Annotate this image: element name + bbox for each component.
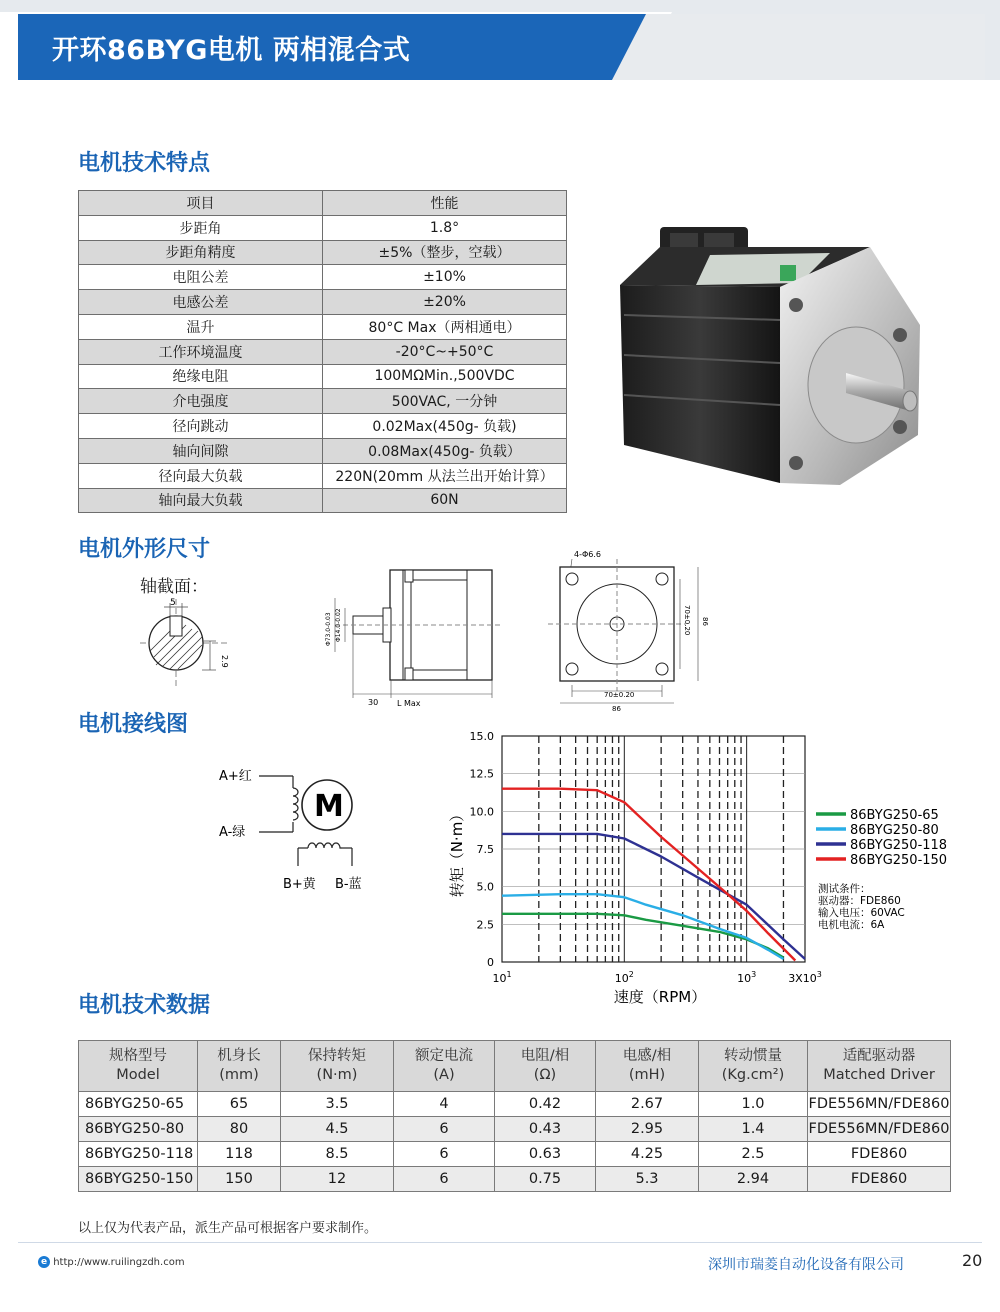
wire-b-plus-label: B+黄 [283,877,316,892]
spec-item: 电感公差 [79,290,323,315]
spec-item: 温升 [79,314,323,339]
section-title-features: 电机技术特点 [78,151,211,176]
spec-header-value: 性能 [323,191,567,216]
col-inertia: 转动惯量 (Kg.cm²) [699,1041,808,1092]
wire-b-minus-label: B-蓝 [335,877,362,892]
spec-table [78,190,567,513]
spec-value: 0.08Max(450g- 负载） [323,438,567,463]
y-tick-label: 12.5 [469,767,494,781]
section-title-wiring: 电机接线图 [78,712,189,737]
spec-item: 工作环境温度 [79,339,323,364]
table-row: 86BYG250-150 150 12 6 0.75 5.3 2.94 FDE860 [79,1167,951,1192]
page-title: 开环86BYG电机 两相混合式 [52,35,411,66]
col-torque: 保持转矩 (N·m) [281,1041,394,1092]
size-v-label: 86 [701,617,709,626]
chart-ylabel: 转矩（N·m） [448,806,466,898]
spec-value: ±20% [323,290,567,315]
y-tick-label: 15.0 [469,730,494,743]
footer-company: 深圳市瑞菱自动化设备有限公司 [708,1257,904,1273]
y-tick-label: 0 [487,956,494,969]
spec-row [79,215,567,240]
x-tick-label: $10^2$ [614,970,634,985]
spec-value: ±5%（整步，空载） [323,240,567,265]
legend-label: 86BYG250-80 [850,823,939,838]
spec-row [79,339,567,364]
body-length-label: L Max [397,699,421,708]
shaft-cross-section-drawing [130,595,240,690]
spec-item: 轴向间隙 [79,438,323,463]
motor-product-image [600,205,940,495]
legend-label: 86BYG250-118 [850,838,948,853]
spec-value: 80°C Max（两相通电） [323,314,567,339]
footer-divider [18,1242,982,1243]
pitch-h-label: 70±0.20 [604,691,635,699]
section-title-dimensions: 电机外形尺寸 [78,537,211,562]
shaft-length-label: 30 [368,698,379,707]
flange-dia-label: Φ73.0-0.03 [325,612,332,646]
spec-row [79,488,567,513]
wire-a-minus-label: A-绿 [219,825,246,840]
ie-globe-icon: e [38,1256,50,1268]
size-h-label: 86 [612,705,621,713]
spec-row [79,389,567,414]
key-width-label: 5 [170,598,176,608]
spec-item: 电阻公差 [79,265,323,290]
y-tick-label: 10.0 [469,805,494,819]
legend-label: 86BYG250-65 [850,808,939,823]
section-title-data: 电机技术数据 [78,993,211,1018]
col-current: 额定电流 (A) [394,1041,495,1092]
spec-row [79,438,567,463]
spec-item: 步距角精度 [79,240,323,265]
footnote: 以上仅为代表产品，派生产品可根据客户要求制作。 [78,1221,378,1236]
motor-symbol-label: M [314,789,344,824]
page-number: 20 [962,1251,983,1270]
col-driver: 适配驱动器 Matched Driver [808,1041,951,1092]
data-header-row [79,1041,951,1092]
spec-row [79,314,567,339]
chart-xlabel: 速度（RPM） [613,988,707,1006]
torque-speed-chart [430,722,970,1012]
spec-header-item: 项目 [79,191,323,216]
test-condition-text: 驱动器：FDE860 [818,895,901,907]
spec-value: 220N(20mm 从法兰出开始计算） [323,463,567,488]
spec-value: -20°C~+50°C [323,339,567,364]
spec-row [79,290,567,315]
col-model: 规格型号 Model [79,1041,198,1092]
shaft-section-label: 轴截面： [140,577,208,597]
x-tick-label: $10^3$ [737,970,757,985]
y-tick-label: 7.5 [476,843,494,856]
spec-row [79,463,567,488]
x-tick-label: $10^1$ [492,970,512,985]
spec-value: 60N [323,488,567,513]
test-condition-text: 输入电压：60VAC [818,907,905,919]
motor-data-table [78,1040,951,1192]
spec-value: 100MΩMin.,500VDC [323,364,567,389]
motor-side-view-drawing [305,560,505,710]
spec-value: 500VAC, 一分钟 [323,389,567,414]
coil-b-icon [308,843,342,848]
spec-item: 步距角 [79,215,323,240]
col-inductance: 电感/相 (mH) [596,1041,699,1092]
spec-item: 径向跳动 [79,414,323,439]
spec-row [79,414,567,439]
spec-item: 轴向最大负载 [79,488,323,513]
footer-url-text[interactable]: http://www.ruilingzdh.com [53,1257,185,1268]
x-tick-label: $3X10^3$ [788,970,822,985]
col-resistance: 电阻/相 (Ω) [495,1041,596,1092]
spec-row [79,265,567,290]
table-row: 86BYG250-65 65 3.5 4 0.42 2.67 1.0 FDE556MN/FDE860 [79,1092,951,1117]
test-condition-text: 测试条件： [818,883,871,895]
table-row: 86BYG250-118 118 8.5 6 0.63 4.25 2.5 FDE860 [79,1142,951,1167]
holes-label: 4-Φ6.6 [574,550,601,559]
spec-item: 绝缘电阻 [79,364,323,389]
footer-url[interactable] [38,1256,185,1268]
motor-front-view-drawing [540,545,720,715]
legend-label: 86BYG250-150 [850,853,948,868]
pitch-v-label: 70±0.20 [683,605,691,636]
coil-a-icon [293,788,298,820]
spec-header-row [79,191,567,216]
shaft-dia-label: Φ14.0-0.02 [335,608,342,642]
spec-item: 径向最大负载 [79,463,323,488]
y-tick-label: 5.0 [476,880,494,894]
spec-item: 介电强度 [79,389,323,414]
spec-value: 1.8° [323,215,567,240]
col-length: 机身长 (mm) [198,1041,281,1092]
y-tick-label: 2.5 [476,918,494,932]
wire-a-plus-label: A+红 [219,769,252,784]
table-row: 86BYG250-80 80 4.5 6 0.43 2.95 1.4 FDE556MN/FDE860 [79,1117,951,1142]
key-depth-label: 2.9 [220,655,229,668]
test-condition-text: 电机电流：6A [818,919,885,931]
spec-row [79,364,567,389]
spec-value: ±10% [323,265,567,290]
wiring-diagram [215,760,385,900]
spec-value: 0.02Max(450g- 负载) [323,414,567,439]
spec-row [79,240,567,265]
